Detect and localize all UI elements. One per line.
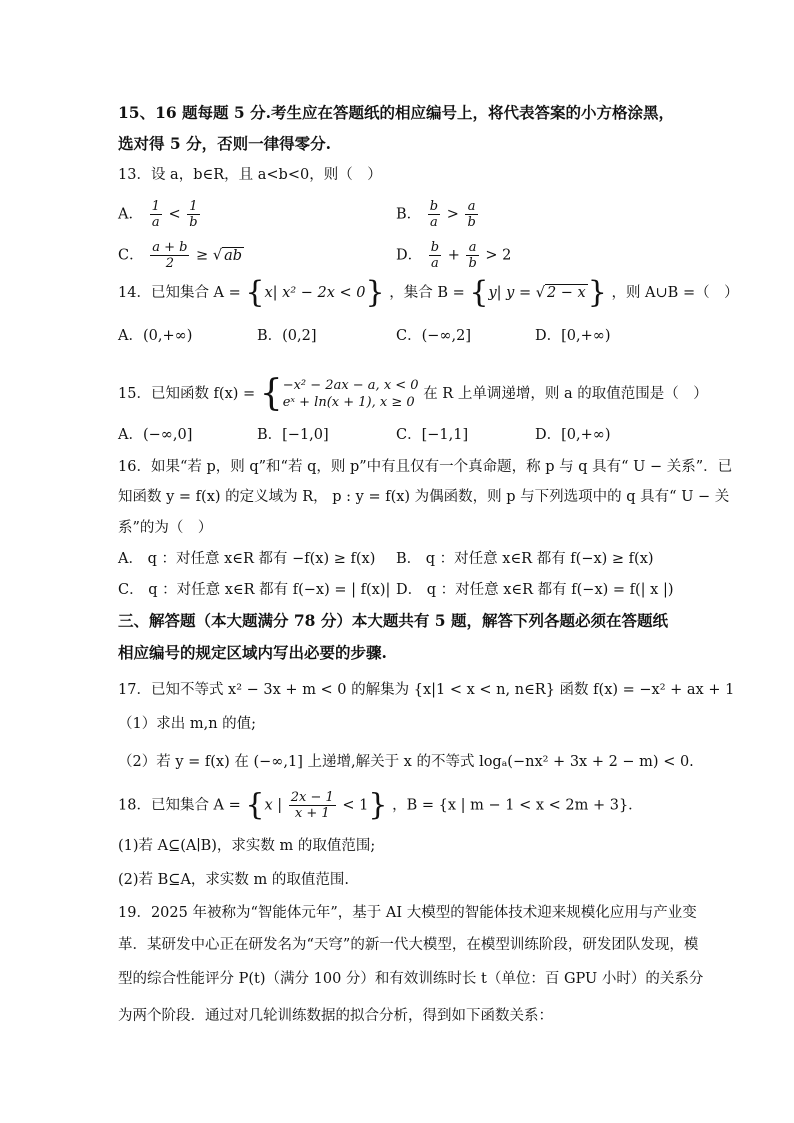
section3-line2: 相应编号的规定区域内写出必要的步骤. [118, 643, 387, 662]
q13-stem: 13．设 a，b∈R，且 a<b<0，则（ ） [118, 167, 382, 183]
q18-part1: (1)若 A⊆(A∣B)，求实数 m 的取值范围; [118, 838, 376, 854]
q19-line4: 为两个阶段．通过对几轮训练数据的拟合分析，得到如下函数关系： [118, 1008, 553, 1024]
q15-option-a: A．(−∞,0] [118, 427, 193, 443]
q15-option-d: D．[0,+∞) [535, 427, 611, 443]
q19-line2: 革．某研发中心正在研发名为“天穹”的新一代大模型，在模型训练阶段，研发团队发现，模 [118, 937, 699, 953]
q19-line3: 型的综合性能评分 P(t)（满分 100 分）和有效训练时长 t（单位：百 GPU 小时）的关系分 [118, 971, 704, 987]
q15-stem: 15．已知函数 f(x) = {−x² − 2ax − a, x < 0 eˣ + ln(x + 1), x ≥ 0 在 R 上单调递增，则 a 的取值范围是（ ） [118, 373, 708, 414]
section-intro-line1: 15、16 题每题 5 分.考生应在答题纸的相应编号上，将代表答案的小方格涂黑， [118, 103, 675, 122]
q16-line1: 16．如果“若 p，则 q”和“若 q，则 p”中有且仅有一个真命题，称 p 与 q 具有“ U − 关系”．已 [118, 459, 733, 475]
q14-option-c: C．(−∞,2] [396, 328, 471, 344]
q14-option-a: A．(0,+∞) [118, 328, 193, 344]
q17-stem: 17．已知不等式 x² − 3x + m < 0 的解集为 {x|1 < x < n, n∈R} 函数 f(x) = −x² + ax + 1 [118, 682, 735, 698]
q17-part1: （1）求出 m,n 的值; [118, 716, 257, 732]
q18-part2: (2)若 B⊆A，求实数 m 的取值范围. [118, 872, 350, 888]
section3-line1: 三、解答题（本大题满分 78 分）本大题共有 5 题，解答下列各题必须在答题纸 [118, 611, 668, 630]
q13-option-b: B． $\frac{b}{a}$ > $\frac{a}{b}$ [396, 199, 476, 230]
q13-option-d: D． $\frac{b}{a}$ + $\frac{a}{b}$ > 2 [396, 240, 512, 271]
q14-stem: 14．已知集合 A = {x| x² − 2x < 0} ，集合 B = {y| y = √ 2 − x} ，则 A∪B =（ ） [118, 275, 739, 310]
q14-option-b: B．(0,2] [257, 328, 317, 344]
q13-option-c: C． $\frac{a + b}{2}$ ≥ √ ab [118, 240, 243, 271]
q18-stem: 18．已知集合 A = {x | $\frac{2x - 1}{x + 1}$ < 1} ，B = {x | m − 1 < x < 2m + 3}． [118, 787, 643, 823]
q16-option-b: B． q ：对任意 x∈R 都有 f(−x) ≥ f(x) [396, 551, 654, 567]
q15-option-c: C．[−1,1] [396, 427, 469, 443]
q14-option-d: D．[0,+∞) [535, 328, 611, 344]
q17-part2: （2）若 y = f(x) 在 (−∞,1] 上递增,解关于 x 的不等式 logₐ(−nx² + 3x + 2 − m) < 0. [118, 754, 694, 770]
q16-option-d: D． q ：对任意 x∈R 都有 f(−x) = f(| x |) [396, 582, 674, 598]
q16-line2: 知函数 y = f(x) 的定义域为 R， p : y = f(x) 为偶函数，则 p 与下列选项中的 q 具有“ U − 关 [118, 489, 730, 505]
q15-option-b: B．[−1,0] [257, 427, 329, 443]
q13-option-a: A． $\frac{1}{a}$ < $\frac{1}{b}$ [118, 199, 198, 230]
q16-option-a: A． q ：对任意 x∈R 都有 −f(x) ≥ f(x) [118, 551, 376, 567]
section-intro-line2: 选对得 5 分，否则一律得零分. [118, 134, 331, 153]
q16-option-c: C． q ：对任意 x∈R 都有 f(−x) = | f(x)| [118, 582, 391, 598]
q16-line3: 系”的为（ ） [118, 520, 213, 536]
q19-line1: 19．2025 年被称为“智能体元年”，基于 AI 大模型的智能体技术迎来规模化应用与产业变 [118, 905, 697, 921]
